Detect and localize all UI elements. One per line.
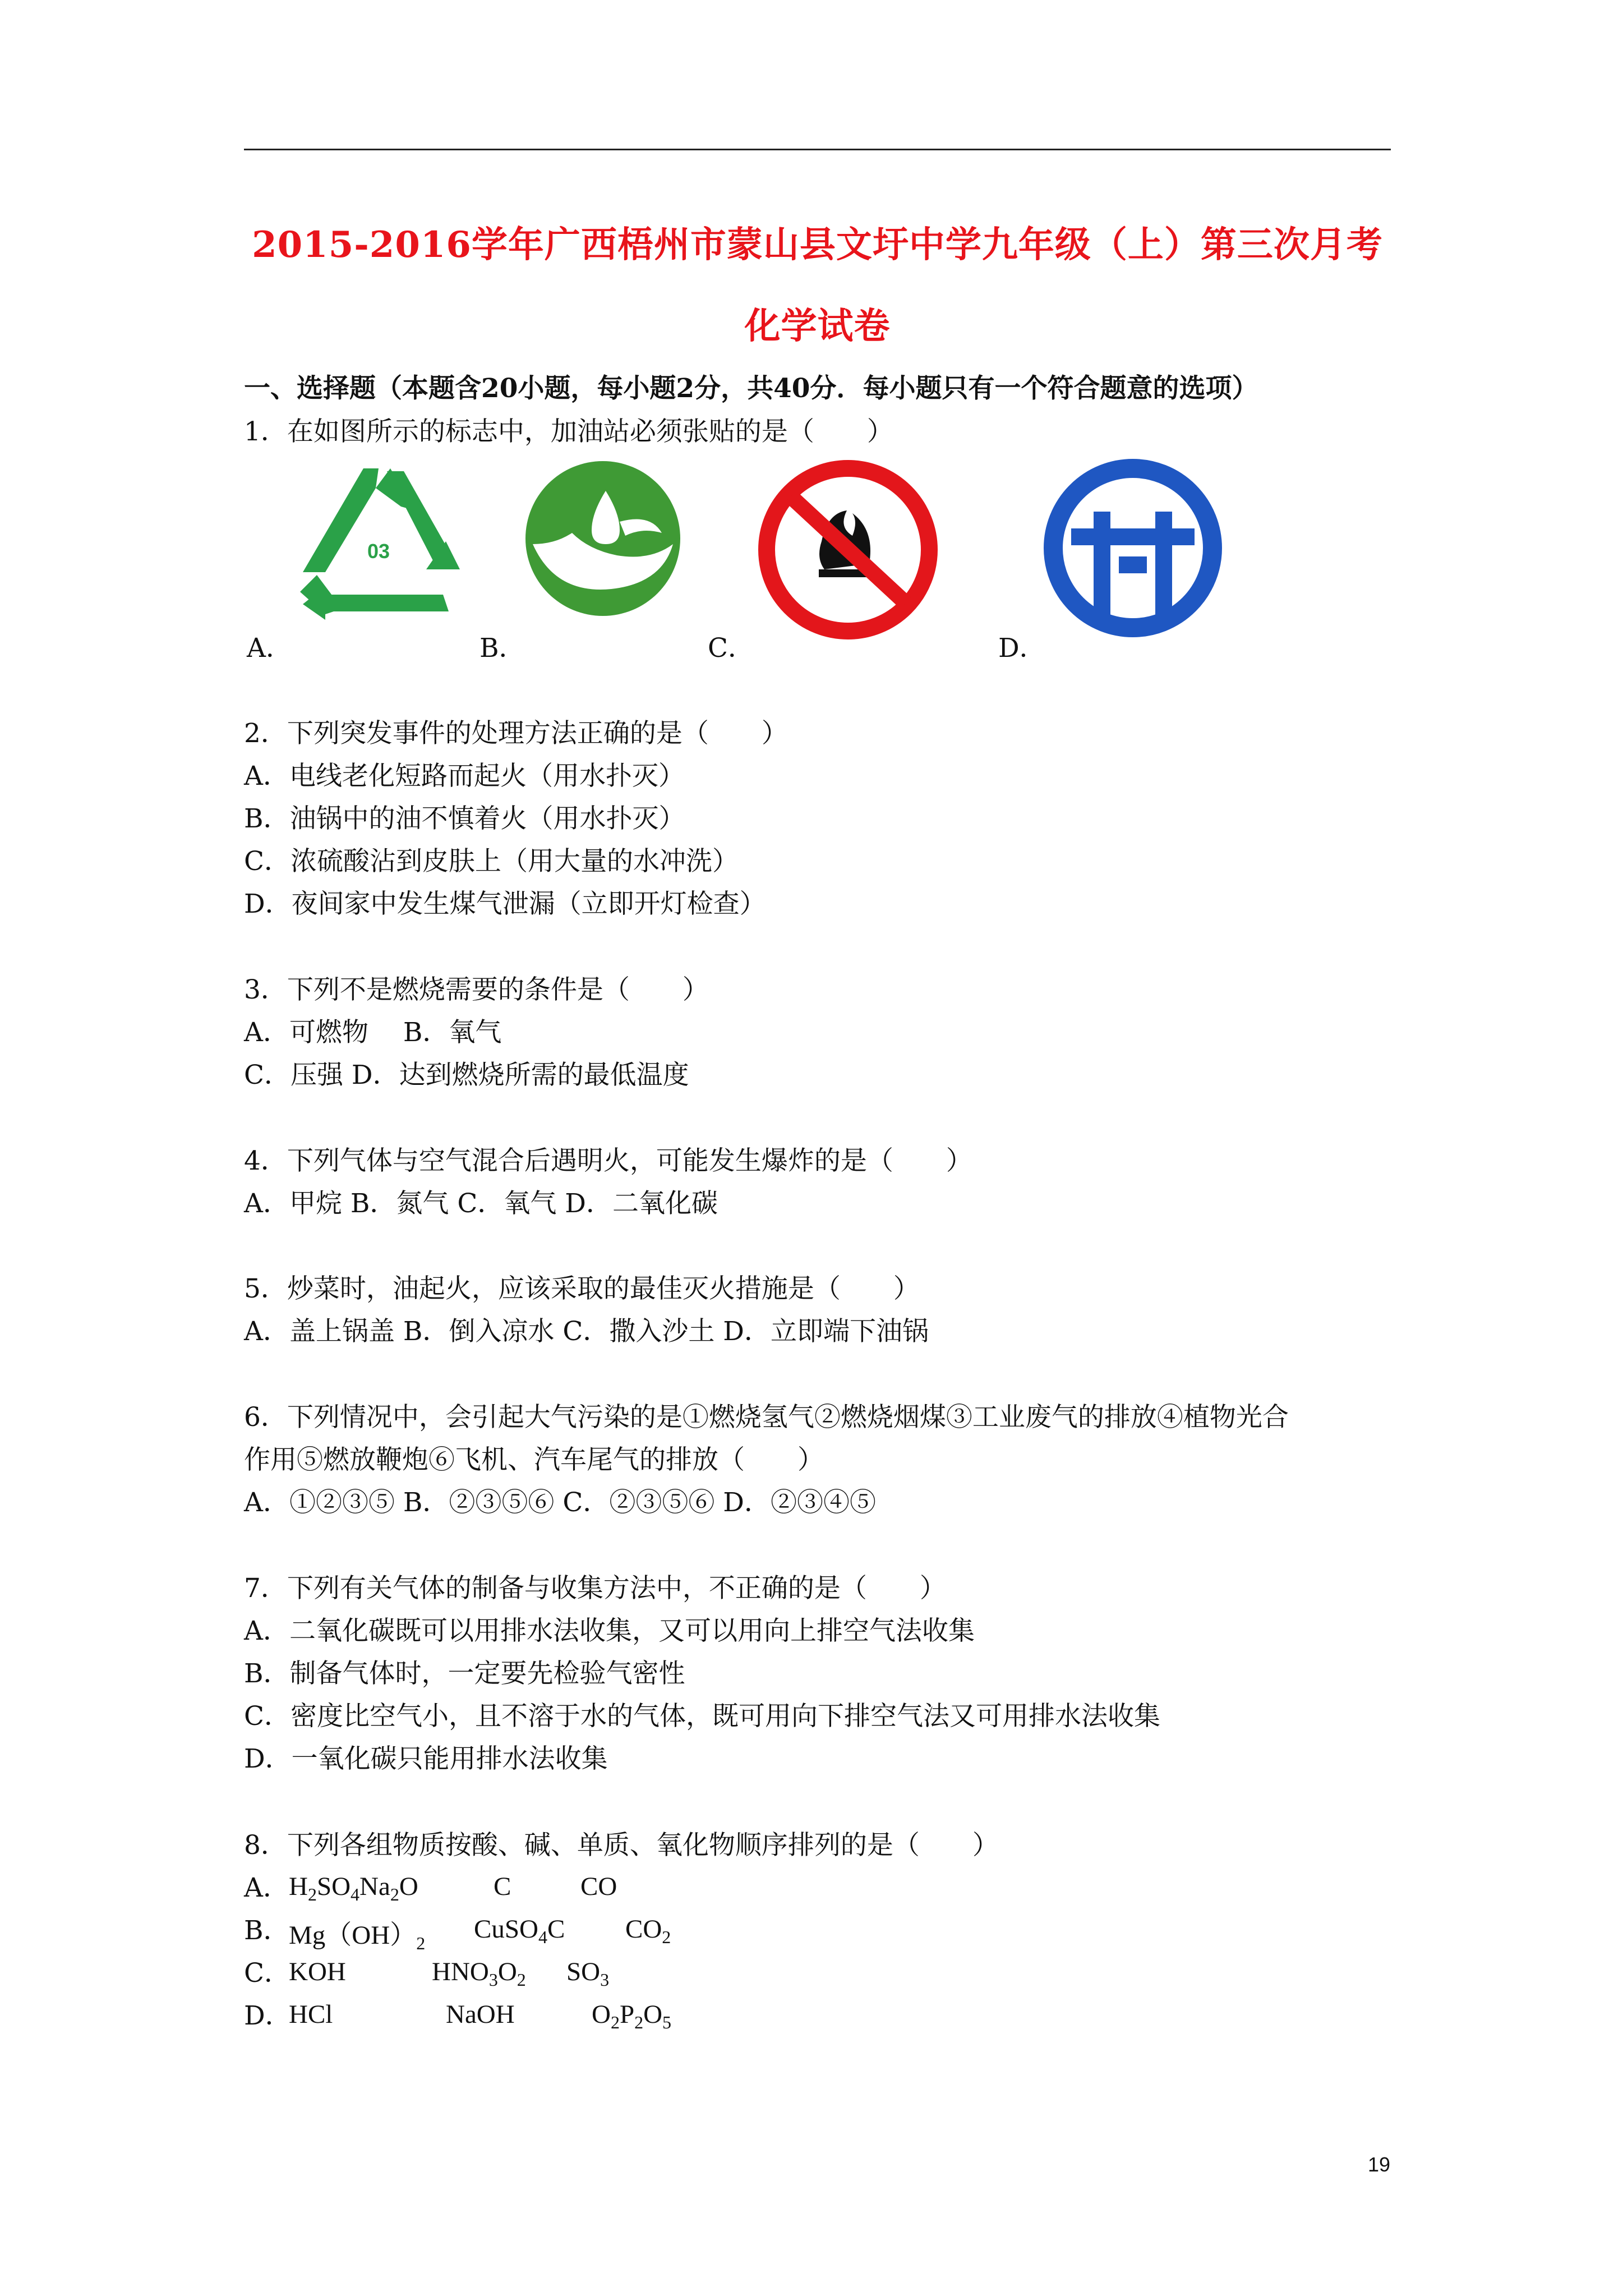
q7-option-a: A．二氧化碳既可以用排水法收集，又可以用向上排空气法收集	[244, 1616, 975, 1646]
no-fire-icon	[754, 457, 942, 642]
q8-b-base-element: CuSO$_4$C	[474, 1915, 565, 1947]
q7-option-b: B．制备气体时，一定要先检验气密性	[244, 1658, 685, 1689]
q2-stem: 2．下列突发事件的处理方法正确的是（ ）	[244, 718, 788, 749]
section-header: 一、选择题（本题含20小题，每小题2分，共40分．每小题只有一个符合题意的选项）	[244, 373, 1258, 404]
q7-stem: 7．下列有关气体的制备与收集方法中，不正确的是（ ）	[244, 1573, 946, 1604]
q7-option-d: D．一氧化碳只能用排水法收集	[244, 1743, 608, 1774]
q1-stem: 1．在如图所示的标志中，加油站必须张贴的是（ ）	[244, 416, 893, 447]
q8-c-base-element: $HNO_3O_2$	[432, 1957, 526, 1990]
recycling-symbol-icon	[292, 457, 465, 620]
q5-stem: 5．炒菜时，油起火，应该采取的最佳灭火措施是（ ）	[244, 1273, 920, 1304]
q8-c-acid: KOH	[289, 1957, 346, 1986]
q8-a-element: C	[494, 1872, 511, 1901]
q8-b-acid: $Mg(OH)_2$	[289, 1921, 426, 1953]
q8-d-element-oxide: $O_2P_2O_5$	[592, 2000, 672, 2032]
q3-options-2: C．压强 D．达到燃烧所需的最低温度	[244, 1060, 689, 1091]
q2-option-d: D．夜间家中发生煤气泄漏（立即开灯检查）	[244, 889, 766, 919]
q1-label-b: B．	[479, 633, 525, 664]
q8-label-d: D．	[244, 2000, 292, 2031]
q8-a-acid-base: $H_2SO_4Na_2O$	[289, 1872, 418, 1904]
q8-stem: 8．下列各组物质按酸、碱、单质、氧化物顺序排列的是（ ）	[244, 1830, 999, 1861]
q1-label-a: A．	[247, 633, 292, 664]
q8-label-b: B．	[244, 1915, 290, 1946]
q3-stem: 3．下列不是燃烧需要的条件是（ ）	[244, 974, 709, 1005]
q8-d-acid: HCl	[289, 2000, 333, 2029]
q3-options-1: A．可燃物 B．氧气	[244, 1017, 502, 1048]
q4-stem: 4．下列气体与空气混合后遇明火，可能发生爆炸的是（ ）	[244, 1145, 972, 1176]
page-number: 19	[1367, 2153, 1390, 2176]
q8-d-base: NaOH	[446, 2000, 515, 2029]
q6-stem-line-1: 6．下列情况中，会引起大气污染的是①燃烧氢气②燃烧烟煤③工业废气的排放④植物光合	[244, 1402, 1289, 1433]
q8-c-oxide: $SO_3$	[566, 1957, 610, 1990]
q8-a-oxide: CO	[580, 1872, 617, 1901]
q7-option-c: C．密度比空气小，且不溶于水的气体，既可用向下排空气法又可用排水法收集	[244, 1701, 1160, 1732]
q2-option-b: B．油锅中的油不慎着火（用水扑灭）	[244, 803, 685, 834]
water-saving-icon	[522, 460, 684, 617]
q8-label-a: A．	[244, 1872, 289, 1903]
q6-options: A．①②③⑤ B．②③⑤⑥ C．②③⑤⑥ D．②③④⑤	[244, 1487, 876, 1518]
energy-saving-icon	[1040, 455, 1225, 641]
q8-b-oxide: $CO_2$	[625, 1915, 671, 1947]
q2-option-a: A．电线老化短路而起火（用水扑灭）	[244, 761, 685, 792]
recycle-number: 03	[367, 540, 390, 563]
q1-label-d: D．	[998, 633, 1046, 664]
exam-title-line-2: 化学试卷	[744, 305, 891, 347]
exam-title-line-1: 2015-2016学年广西梧州市蒙山县文圩中学九年级（上）第三次月考	[252, 224, 1383, 266]
q6-stem-line-2: 作用⑤燃放鞭炮⑥飞机、汽车尾气的排放（ ）	[244, 1444, 824, 1475]
q4-options: A．甲烷 B．氮气 C．氧气 D．二氧化碳	[244, 1188, 718, 1219]
q8-label-c: C．	[244, 1958, 291, 1989]
q2-option-c: C．浓硫酸沾到皮肤上（用大量的水冲洗）	[244, 846, 739, 877]
header-rule	[244, 149, 1391, 150]
q5-options: A．盖上锅盖 B．倒入凉水 C．撒入沙土 D．立即端下油锅	[244, 1316, 929, 1347]
q1-label-c: C．	[708, 633, 754, 664]
